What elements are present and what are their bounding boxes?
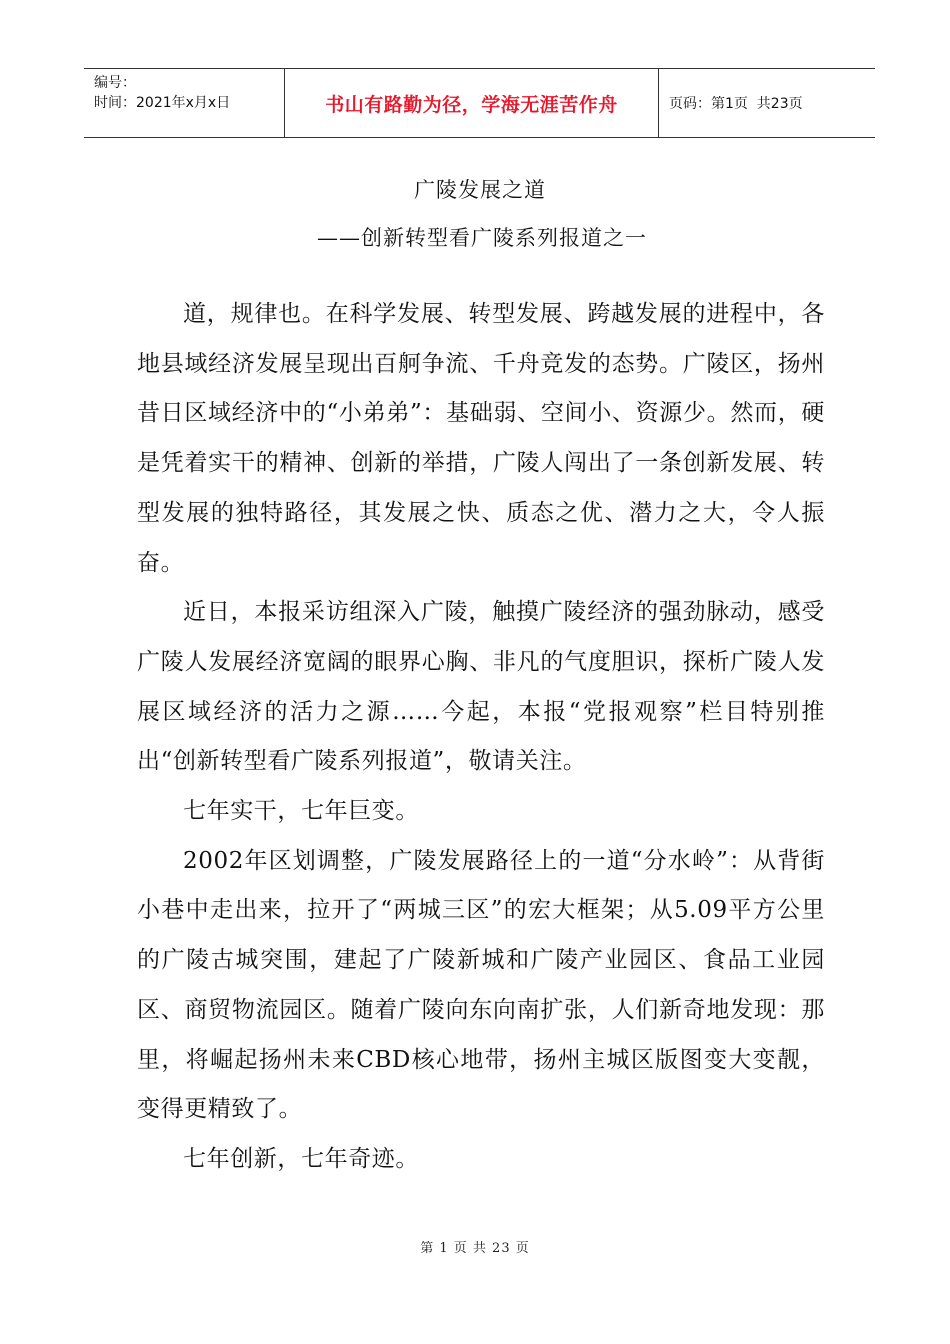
- paragraph: 2002年区划调整，广陵发展路径上的一道“分水岭”：从背街小巷中走出来，拉开了“两城三区”的宏大框架；从5.09平方公里的广陵古城突围，建起了广陵新城和广陵产业园区、食品工业园区、商贸物流园区。随着广陵向东向南扩张，人们新奇地发现：那里，将崛起扬州未来CBD核心地带，扬州主城区版图变大变靓，变得更精致了。: [137, 847, 825, 1123]
- header-meta: [84, 69, 285, 137]
- document-title: 广陵发展之道: [414, 178, 546, 202]
- paragraph: 七年创新，七年奇迹。: [183, 1145, 419, 1172]
- page-footer: 第 1 页 共 23 页: [420, 1241, 530, 1256]
- paragraph: 七年实干，七年巨变。: [183, 798, 419, 825]
- paragraph: 道，规律也。在科学发展、转型发展、跨越发展的进程中，各地县域经济发展呈现出百舸争流、千舟竞发的态势。广陵区，扬州昔日区域经济中的“小弟弟”：基础弱、空间小、资源少。然而，硬是凭着实干的精神、创新的举措，广陵人闯出了一条创新发展、转型发展的独特路径，其发展之快、质态之优、潜力之大，令人振奋。: [137, 301, 825, 576]
- header-page-info: [659, 69, 875, 137]
- paragraph: 近日，本报采访组深入广陵，触摸广陵经济的强劲脉动，感受广陵人发展经济宽阔的眼界心胸、非凡的气度胆识，探析广陵人发展区域经济的活力之源……今起，本报“党报观察”栏目特别推出“创新转型看广陵系列报道”，敬请关注。: [137, 599, 825, 775]
- header-motto: 书山有路勤为径，学海无涯苦作舟: [285, 69, 659, 137]
- page-info-text: 页码：第1页 共23页: [669, 96, 803, 112]
- article-body: [137, 290, 825, 1185]
- time-label: 时间：2021年x月x日: [94, 95, 231, 111]
- number-label: 编号：: [94, 75, 136, 91]
- document-subtitle: ——创新转型看广陵系列报道之一: [317, 226, 647, 250]
- document-header: [84, 68, 875, 138]
